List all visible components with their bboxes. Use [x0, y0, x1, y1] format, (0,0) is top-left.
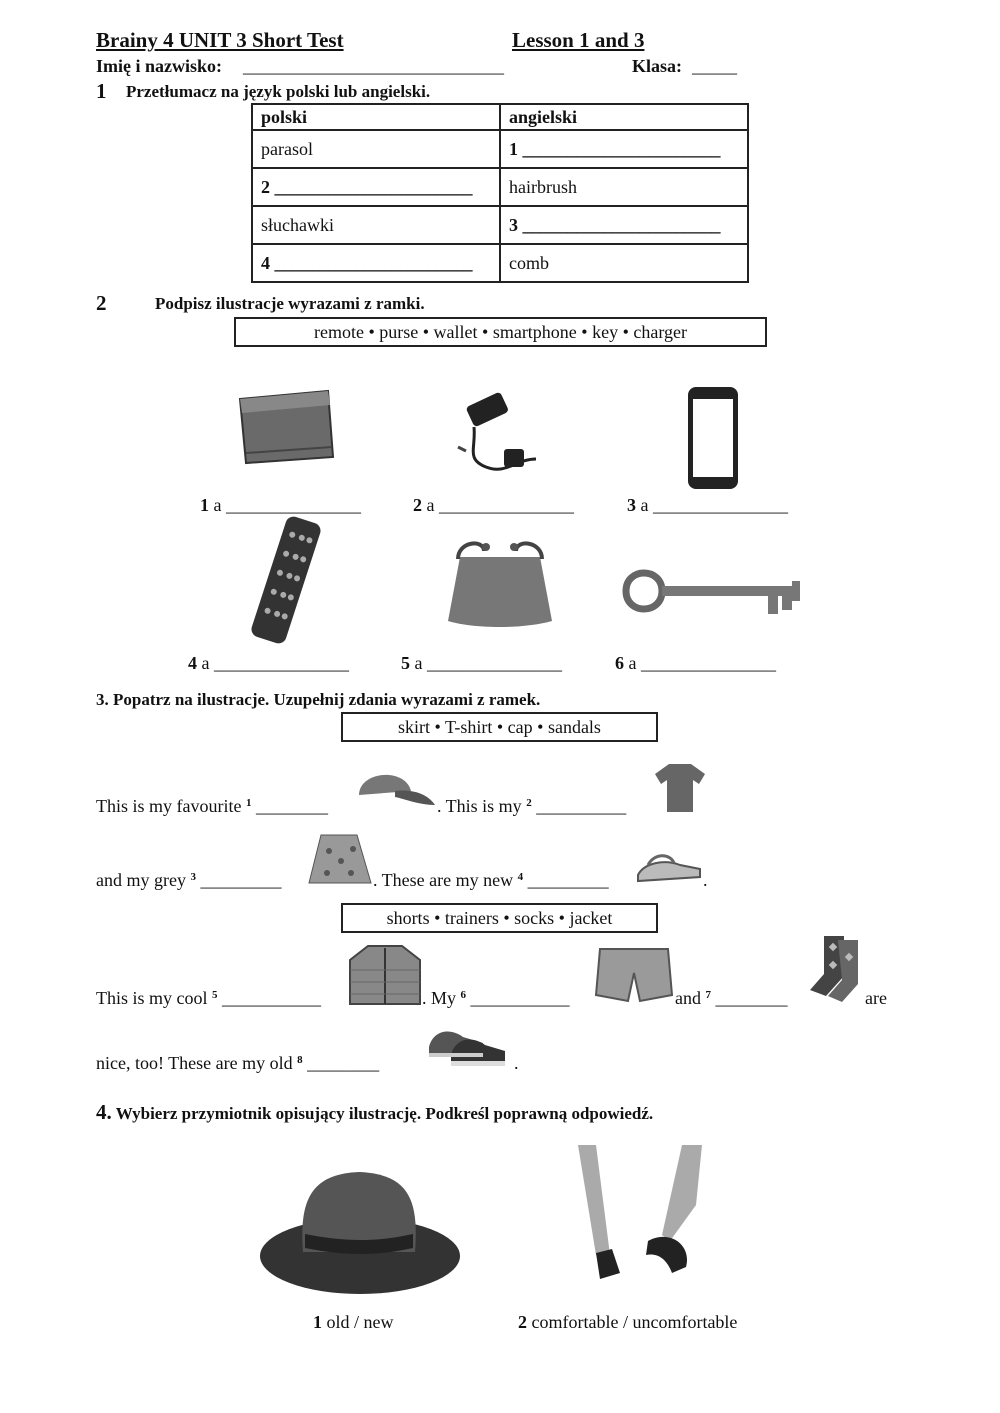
blank-number: 6	[460, 989, 467, 1001]
label-number: 4	[188, 653, 197, 673]
jacket-icon	[348, 944, 422, 1006]
answer-blank[interactable]: _________	[523, 870, 609, 890]
tshirt-icon	[653, 762, 707, 814]
sentence-3c	[675, 988, 788, 1009]
sentence-text: . This is my	[437, 796, 527, 816]
ex2-number: 2	[96, 291, 107, 315]
purse-icon	[444, 535, 556, 630]
answer-blank[interactable]: ________	[302, 1053, 380, 1073]
table-cell-pl-blank[interactable]: 4 ______________________	[252, 244, 500, 282]
sentence-2b	[373, 870, 609, 891]
sentence-1	[96, 796, 328, 817]
sentence-text: This is my cool	[96, 988, 212, 1008]
answer-blank[interactable]: ___________	[217, 988, 321, 1008]
answer-blank[interactable]: ________	[711, 988, 788, 1008]
remote-icon	[240, 515, 335, 645]
class-label: Klasa:	[632, 56, 683, 76]
table-cell-en-blank[interactable]: 3 ______________________	[500, 206, 748, 244]
socks-icon	[804, 934, 866, 1004]
sentence-text: . My	[422, 988, 461, 1008]
ex4-heading	[96, 1100, 653, 1125]
vocab-table	[251, 103, 749, 283]
ex3-instruction: 3. Popatrz na ilustracje. Uzupełnij zdania wyrazami z ramek.	[96, 690, 541, 709]
sentence-1b	[437, 796, 626, 817]
label-blank: a _______________	[410, 653, 562, 673]
ex1-number: 1	[96, 79, 107, 103]
label-6[interactable]	[615, 653, 776, 674]
sentence-text: . These are my new	[373, 870, 518, 890]
trainers-icon	[425, 1017, 509, 1069]
hat-icon	[255, 1160, 465, 1300]
sentence-3d: are	[865, 988, 887, 1008]
sentence-text: and my grey	[96, 870, 191, 890]
table-cell-en: hairbrush	[500, 168, 748, 206]
label-2[interactable]	[413, 495, 574, 516]
blank-number: 8	[297, 1054, 303, 1066]
option-1[interactable]	[313, 1312, 394, 1333]
label-3[interactable]	[627, 495, 788, 516]
name-blank[interactable]: _____________________________	[243, 56, 504, 76]
table-cell-pl: słuchawki	[252, 206, 500, 244]
option-2[interactable]	[518, 1312, 737, 1333]
shorts-icon	[594, 945, 674, 1005]
wallet-icon	[236, 387, 336, 465]
sentence-3	[96, 988, 321, 1009]
label-blank: a _______________	[636, 495, 788, 515]
answer-blank[interactable]: _________	[195, 870, 282, 890]
label-4[interactable]	[188, 653, 349, 674]
cap-icon	[355, 765, 437, 813]
sentence-4	[96, 1053, 379, 1074]
table-cell-pl-blank[interactable]: 2 ______________________	[252, 168, 500, 206]
blank-number: 1	[245, 797, 252, 809]
blank-number: 7	[705, 989, 711, 1001]
ex4-number: 4.	[96, 1100, 112, 1124]
option-text: comfortable / uncomfortable	[527, 1312, 738, 1332]
word-box-ex3-b: shorts • trainers • socks • jacket	[341, 903, 658, 933]
label-number: 6	[615, 653, 624, 673]
table-cell-pl: parasol	[252, 130, 500, 168]
table-cell-en: comb	[500, 244, 748, 282]
sandals-icon	[634, 845, 704, 887]
name-label: Imię i nazwisko:	[96, 56, 222, 76]
smartphone-icon	[686, 385, 740, 491]
table-cell-en-blank[interactable]: 1 ______________________	[500, 130, 748, 168]
sentence-text: nice, too! These are my old	[96, 1053, 298, 1073]
label-number: 2	[413, 495, 422, 515]
label-number: 1	[200, 495, 209, 515]
charger-icon	[446, 389, 551, 492]
word-box-ex3-a: skirt • T-shirt • cap • sandals	[341, 712, 658, 742]
page-title: Brainy 4 UNIT 3 Short Test	[96, 28, 344, 52]
label-blank: a _______________	[422, 495, 574, 515]
ex2-instruction: Podpisz ilustracje wyrazami z ramki.	[155, 294, 425, 313]
sentence-2c: .	[703, 870, 708, 890]
blank-number: 4	[517, 871, 524, 883]
label-blank: a _______________	[197, 653, 349, 673]
option-number: 2	[518, 1312, 527, 1332]
ex1-instruction: Przetłumacz na język polski lub angielski.	[126, 82, 431, 101]
label-number: 3	[627, 495, 636, 515]
blank-number: 2	[526, 797, 532, 809]
sentence-4b: .	[514, 1053, 519, 1073]
sentence-2	[96, 870, 281, 891]
blank-number: 3	[190, 871, 196, 883]
key-icon	[618, 553, 810, 628]
blank-number: 5	[212, 989, 218, 1001]
sentence-text: This is my favourite	[96, 796, 246, 816]
answer-blank[interactable]: __________	[531, 796, 627, 816]
label-blank: a _______________	[624, 653, 776, 673]
label-blank: a _______________	[209, 495, 361, 515]
ex4-instruction: Wybierz przymiotnik opisujący ilustrację. Podkreśl poprawną odpowiedź.	[115, 1104, 654, 1123]
col-header-english: angielski	[500, 104, 748, 130]
class-blank[interactable]: _____	[692, 56, 737, 76]
label-number: 5	[401, 653, 410, 673]
skirt-icon	[307, 833, 373, 885]
col-header-polish: polski	[252, 104, 500, 130]
feet-shoes-icon	[570, 1145, 730, 1285]
lesson-title: Lesson 1 and 3	[512, 28, 645, 52]
sentence-text: and	[675, 988, 706, 1008]
label-1[interactable]	[200, 495, 361, 516]
answer-blank[interactable]: ________	[251, 796, 328, 816]
word-box-ex2: remote • purse • wallet • smartphone • key • charger	[234, 317, 767, 347]
answer-blank[interactable]: ___________	[466, 988, 570, 1008]
sentence-3b	[422, 988, 570, 1009]
label-5[interactable]	[401, 653, 562, 674]
option-text: old / new	[322, 1312, 394, 1332]
option-number: 1	[313, 1312, 322, 1332]
